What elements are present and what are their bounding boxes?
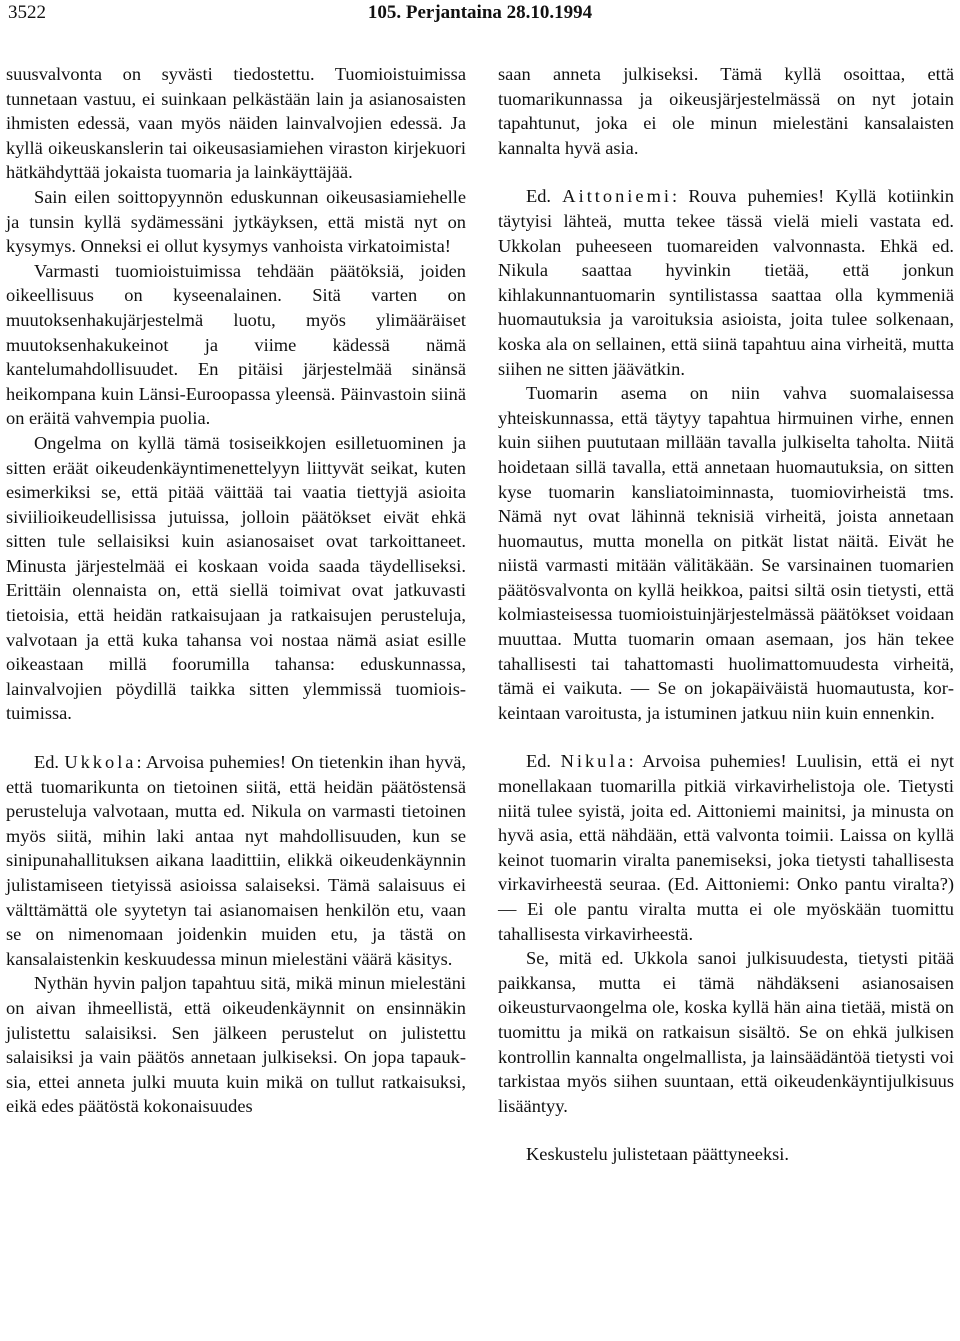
- paragraph: Sain eilen soittopyynnön eduskunnan oikeusasiamiehelle ja tunsin kyllä sydämessäni jytkäyksen, että mistä nyt on kysymys. Onneksi ei ollut kysymys vanhoista virkatoimista!: [6, 186, 466, 257]
- paragraph: Nythän hyvin paljon tapahtuu sitä, mikä minun mielestäni on aivan ihmeellistä, että oikeudenkäynnit on ensinnäkin julistettu salaisiksi. Sen jälkeen perustelut on julistettu salaisiksi ja vain päätös annetaan julkiseksi. On jopa tapauksia, ettei anneta julki muuta kuin mikä on tullut ratkaisuksi, eikä edes päätöstä kokonaisuudes: [6, 973, 466, 1117]
- speech-ukkola: [6, 750, 466, 971]
- page-number: 3522: [8, 2, 46, 23]
- speech-nikula: [498, 749, 954, 946]
- speech-aittoniemi: [498, 184, 954, 381]
- closing-statement: Keskustelu julistetaan päättyneeksi.: [526, 1144, 790, 1165]
- paragraph: Tuomarin asema on niin vahva suomalaisessa yhteiskunnassa, että täytyy tapahtua hirmuinen virhe, ennen kuin siihen puututaan millään tavalla julkiselta taholta. Niitä hoidetaan sillä tavalla, että annetaan huomautuksia, on sitten kyse tuomarin kansliatoiminnasta, tuomiovirheistä tms. Nämä nyt ovat lähinnä teknisiä virheitä, joista annetaan huomautus, mutta monella on pitkät listat näitä. Eivät he niistä varmasti mitään välitäkään. Se varsinainen tuomarien päätösvalvonta on kyllä heikkoa, paitsi siltä osin tietysti, että kolmiasteisessa tuomioistuinjärjestelmässä päätökset voidaan muuttaa. Mutta tuomarin omaan asemaan, jos hän tekee tahallisesti tai tahattomasti huolimattomuudesta virheitä, tämä ei vaikuta. — Se on jokapäiväistä huomautusta, korkeintaan varoitusta, ja istuminen jatkuu niin kuin ennenkin.: [498, 383, 954, 723]
- speaker-prefix: Ed.: [526, 751, 552, 772]
- right-column: [498, 62, 954, 1167]
- paragraph: saan anneta julkiseksi. Tämä kyllä osoittaa, että tuomarikunnassa ja oikeusjärjestelmässä on nyt jotain tapahtunut, joka ei ole minun mielestäni kansalaisten kannalta hyvä asia.: [498, 64, 954, 158]
- speaker-prefix: Ed.: [34, 752, 60, 773]
- speaker-prefix: Ed.: [526, 186, 552, 207]
- speech-text: : Arvoisa puhemies! Luulisin, että ei nyt monellakaan tuomarilla pitkiä virkavirhelistoja ole. Tietysti niitä tulee syistä, joita ed. Aittoniemi mainitsi, ja minusta on hyvä asia, että nähdään, että valvonta toimii. Laissa on kyllä keinot tuomarin viralta panemiseksi, joka tietysti tahallisesta virkavirheestä seuraa. (Ed. Aittoniemi: Onko pantu viralta?) — Ei ole pantu viralta mutta ei ole myöskään tuomittu tahallisesta virkavirheestä.: [498, 751, 954, 944]
- left-column: [6, 62, 466, 1119]
- speech-text: : Arvoisa puhemies! On tietenkin ihan hyvä, että tuomarikunta on tietoinen siitä, että heidän päätöstensä perusteluja valvotaan, mutta ed. Nikula on varmasti tietoinen myös siitä, mihin laki antaa nyt mahdollisuuden, kun se sinipunahallituksen aikana laadittiin, elikkä oikeudenkäynnin julistamiseen tietyissä asioissa salaiseksi. Tämä salaisuus ei välttämättä ole syytetyn tai asianomaisen henkilön etu, vaan se on nimenomaan joidenkin muiden etu, ja tästä on kansalaistenkin keskuudessa minun mielestäni väärä käsitys.: [6, 752, 466, 969]
- speaker-name: Ukkola: [64, 752, 137, 773]
- speech-text: : Rouva puhemies! Kyllä kotiinkin täytyisi lähteä, mutta tekee tässä vielä mieli vastata ed. Ukkolan puheeseen tuomareiden valvonnasta. Ehkä ed. Nikula saattaa hyvinkin tietää, että jonkun kihlakunnantuomarin syntilistassa saattaa olla kymmeniä huomautuksia ja varoituksia asioista, joita tulee solkenaan, koska ala on sellainen, että siinä tapahtuu aina virheitä, mutta siihen ne sitten jäävätkin.: [498, 186, 954, 379]
- paragraph: Ongelma on kyllä tämä tosiseikkojen esilletuominen ja sitten eräät oikeudenkäyntimenettelyyn liittyvät seikat, kuten esimerkiksi se, että pitää väittää tai vaatia tiettyjä asioita siviilioikeudellisissa jutuissa, jolloin päätökset eivät ehkä sitten tule sellaisiksi kuin asianosaiset ovat tarkoittaneet. Minusta järjestelmää ei koskaan voida saada täydelliseksi. Erittäin olennaista on, että siellä toimivat ovat jatkuvasti tietoisia, että heidän ratkaisujaan ja ratkaisujen perusteluja, valvotaan ja että kuka tahansa voi nostaa nämä asiat esille oikeastaan millä foorumilla tahansa: eduskunnassa, lainvalvojien pöydillä taikka sitten ylemmissä tuomioistuimissa.: [6, 432, 466, 724]
- running-head: 105. Perjantaina 28.10.1994: [367, 2, 593, 23]
- speaker-name: Nikula: [560, 751, 629, 772]
- paragraph: Se, mitä ed. Ukkola sanoi julkisuudesta, tietysti pitää paikkansa, mutta ei tämä nähdäkseni asianosaisen oikeusturvaongelma ole, koska kyllä hän aina tietää, mistä on tuomittu ja mikä on ratkaisun sisältö. Se on ehkä julkisen kontrollin kannalta ongelmallista, ja lainsäädäntöä tietysti voi tarkistaa myös siihen suuntaan, että oikeudenkäyntijulkisuus lisääntyy.: [498, 948, 954, 1116]
- paragraph: suusvalvonta on syvästi tiedostettu. Tuomioistuimissa tunnetaan vastuu, ei suinkaan pelkästään lain ja asianosaisten ihmisten edessä, vaan myös näiden lainvalvojien edessä. Ja kyllä oikeuskanslerin tai oikeusasiamiehen viraston kirjekuori hätkähdyttää jokaista tuomaria ja lainkäyttäjää.: [6, 64, 466, 183]
- speaker-name: Aittoniemi: [562, 186, 672, 207]
- paragraph: Varmasti tuomioistuimissa tehdään päätöksiä, joiden oikeellisuus on kyseenalainen. Sitä varten on muutoksenhakujärjestelmä luotu, myös ylimääräiset muutoksenhakukeinot ja viime kädessä nämä kantelumahdollisuudet. En pitäisi järjestelmää sinänsä heikompana kuin Länsi-Euroopassa yleensä. Päinvastoin siinä on eräitä vahvempia puolia.: [6, 260, 466, 429]
